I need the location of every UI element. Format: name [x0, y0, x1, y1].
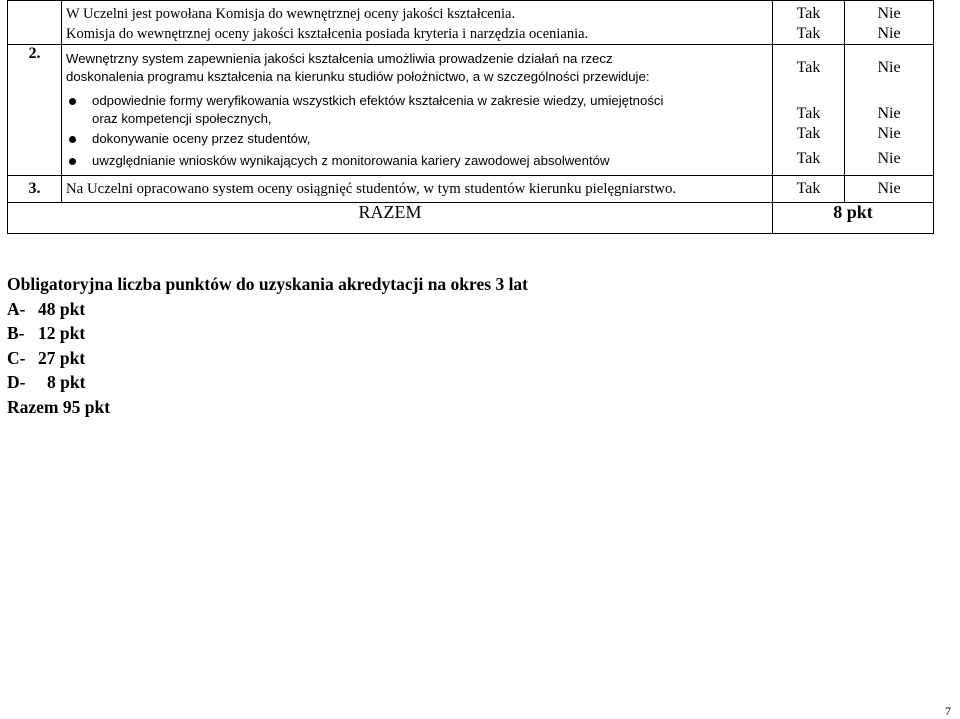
list-item — [66, 152, 768, 170]
list-item — [66, 130, 768, 148]
no-option: Nie — [877, 5, 901, 22]
summary-letter: B- — [7, 323, 25, 343]
summary-letter: A- — [7, 298, 26, 319]
criterion-line: Na Uczelni opracowano system oceny osiągnięć studentów, w tym studentów kierunku pielęgniarstwo. — [66, 181, 677, 197]
table-row — [8, 45, 934, 176]
yes-option: Tak — [796, 5, 821, 22]
table-row — [8, 1, 934, 45]
page-number: 7 — [945, 704, 951, 718]
criterion-line: W Uczelni jest powołana Komisja do wewnętrznej oceny jakości kształcenia. — [66, 6, 516, 22]
criteria-table — [7, 0, 934, 234]
summary-item — [7, 297, 528, 322]
criterion-line: doskonalenia programu kształcenia na kierunku studiów położnictwo, a w szczególności przewiduje: — [66, 69, 650, 84]
bullet-line: dokonywanie oceny przez studentów, — [92, 131, 311, 146]
no-option: Nie — [845, 176, 934, 203]
number-cell-empty — [8, 1, 62, 45]
summary-value: 27 pkt — [38, 347, 86, 368]
yes-option: Tak — [773, 176, 845, 203]
summary-item — [7, 321, 528, 346]
total-label: RAZEM — [8, 203, 773, 234]
total-value: 8 pkt — [773, 203, 934, 234]
no-cell — [845, 1, 934, 45]
no-cell — [845, 45, 934, 176]
summary-value: 8 pkt — [47, 372, 86, 392]
criterion-number: 3. — [8, 176, 62, 203]
yes-option: Tak — [796, 59, 821, 76]
bullet-line: oraz kompetencji społecznych, — [92, 111, 272, 126]
yes-option: Tak — [796, 105, 821, 122]
bullet-icon — [69, 158, 76, 165]
no-option: Nie — [877, 59, 901, 76]
no-option: Nie — [877, 125, 901, 142]
summary-value: 12 pkt — [38, 323, 86, 343]
criterion-text-cell — [62, 45, 773, 176]
summary-letter: C- — [7, 347, 26, 368]
table-row — [8, 176, 934, 203]
criterion-number: 2. — [8, 45, 62, 176]
criterion-line: Komisja do wewnętrznej oceny jakości kształcenia posiada kryteria i narzędzia oceniania. — [66, 26, 589, 42]
bullet-line: odpowiednie formy weryfikowania wszystkich efektów kształcenia w zakresie wiedzy, umiejętności — [92, 93, 664, 108]
bullet-line: uwzględnianie wniosków wynikających z monitorowania kariery zawodowej absolwentów — [92, 153, 610, 168]
yes-option: Tak — [796, 25, 821, 42]
bullet-icon — [69, 136, 76, 143]
yes-option: Tak — [796, 150, 821, 167]
points-summary — [7, 272, 528, 419]
summary-heading: Obligatoryjna liczba punktów do uzyskania akredytacji na okres 3 lat — [7, 274, 529, 294]
no-option: Nie — [877, 150, 901, 167]
yes-cell — [773, 1, 845, 45]
criterion-text-cell — [62, 1, 773, 45]
no-option: Nie — [877, 105, 901, 122]
no-option: Nie — [877, 25, 901, 42]
summary-value: 48 pkt — [38, 298, 86, 319]
list-item — [66, 92, 768, 128]
bullet-list — [66, 92, 768, 170]
summary-item — [7, 370, 528, 395]
criterion-text-cell — [62, 176, 773, 203]
yes-option: Tak — [796, 125, 821, 142]
yes-cell — [773, 45, 845, 176]
total-row — [8, 203, 934, 234]
bullet-icon — [69, 98, 76, 105]
summary-total: Razem 95 pkt — [7, 396, 111, 417]
summary-item — [7, 346, 528, 371]
criterion-line: Wewnętrzny system zapewnienia jakości kształcenia umożliwia prowadzenie działań na rzecz — [66, 51, 613, 66]
summary-letter: D- — [7, 372, 26, 392]
